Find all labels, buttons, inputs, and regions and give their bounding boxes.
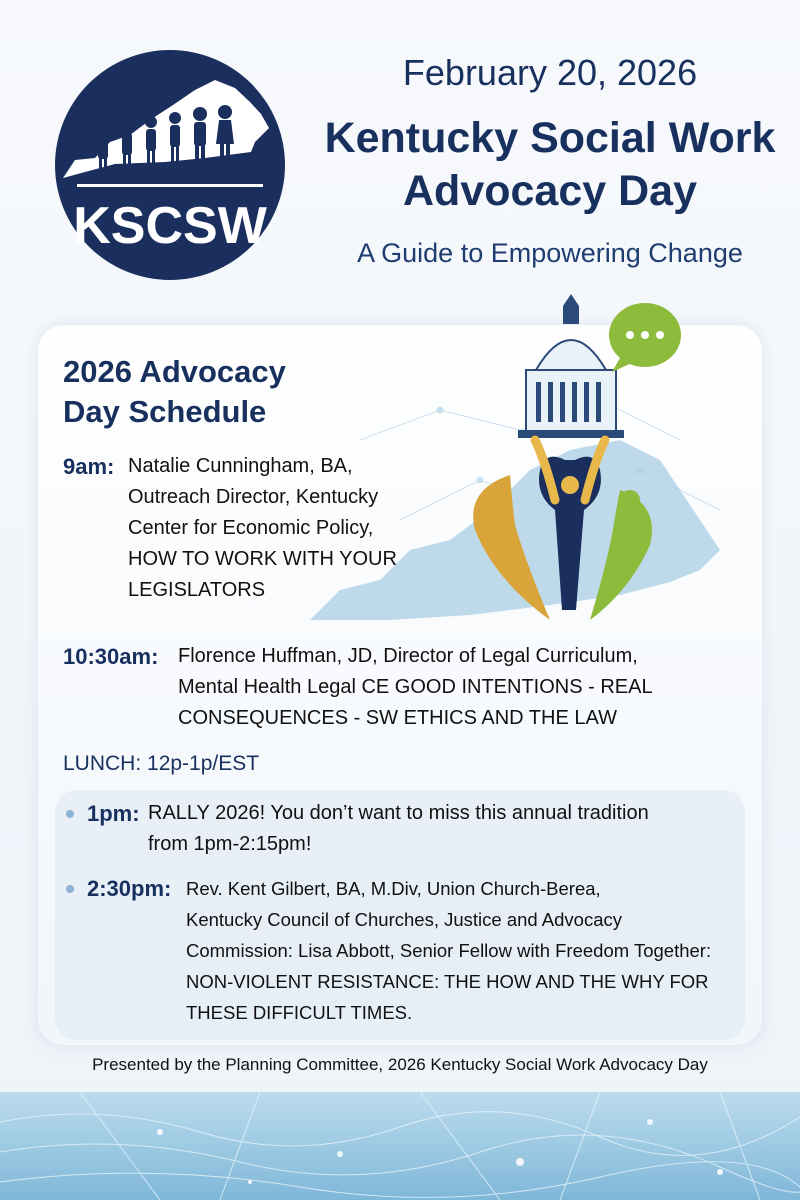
bullet-icon <box>66 885 74 893</box>
session-1pm <box>148 798 649 860</box>
session-230pm <box>186 873 711 1028</box>
kscsw-logo <box>55 50 285 280</box>
session-line: HOW TO WORK WITH YOUR <box>128 548 397 570</box>
session-line: RALLY 2026! You don’t want to miss this annual tradition <box>148 802 649 824</box>
session-line: LEGISLATORS <box>128 579 266 601</box>
footer-credit: Presented by the Planning Committee, 2026 Kentucky Social Work Advocacy Day <box>92 1055 708 1074</box>
session-line: Natalie Cunningham, BA, <box>128 455 353 477</box>
session-line: Commission: Lisa Abbott, Senior Fellow with Freedom Together: <box>186 940 712 961</box>
schedule-title-line-2: Day Schedule <box>63 394 267 429</box>
time-230pm: 2:30pm: <box>87 876 172 901</box>
session-line: from 1pm-2:15pm! <box>148 833 312 855</box>
schedule-title-line-1: 2026 Advocacy <box>63 354 286 389</box>
time-1030am: 10:30am: <box>63 644 159 669</box>
capitol-dome-icon <box>518 294 624 438</box>
session-line: CONSEQUENCES - SW ETHICS AND THE LAW <box>178 707 617 729</box>
session-line: THESE DIFFICULT TIMES. <box>186 1002 413 1023</box>
session-line: Outreach Director, Kentucky <box>128 486 379 508</box>
title-line-1: Kentucky Social Work <box>324 114 776 162</box>
bullet-icon <box>66 810 74 818</box>
schedule-title <box>63 352 286 432</box>
water-network-decoration <box>0 1092 800 1200</box>
lunch-note: LUNCH: 12p-1p/EST <box>63 752 260 775</box>
session-line: Mental Health Legal CE GOOD INTENTIONS - REAL <box>178 676 653 698</box>
session-line: Kentucky Council of Churches, Justice and Advocacy <box>186 909 623 930</box>
title-line-2: Advocacy Day <box>403 167 697 215</box>
time-1pm: 1pm: <box>87 801 140 826</box>
session-line: NON-VIOLENT RESISTANCE: THE HOW AND THE WHY FOR <box>186 971 709 992</box>
session-9am <box>128 451 397 606</box>
session-line: Rev. Kent Gilbert, BA, M.Div, Union Church-Berea, <box>186 878 601 899</box>
session-1030am <box>178 641 653 734</box>
subtitle: A Guide to Empowering Change <box>357 238 743 268</box>
page-title <box>300 112 800 218</box>
chat-bubble-icon <box>609 303 681 372</box>
session-line: Center for Economic Policy, <box>128 517 374 539</box>
time-9am: 9am: <box>63 454 115 479</box>
session-line: Florence Huffman, JD, Director of Legal Curriculum, <box>178 645 638 667</box>
logo-text: KSCSW <box>73 197 267 255</box>
event-date: February 20, 2026 <box>402 52 698 93</box>
